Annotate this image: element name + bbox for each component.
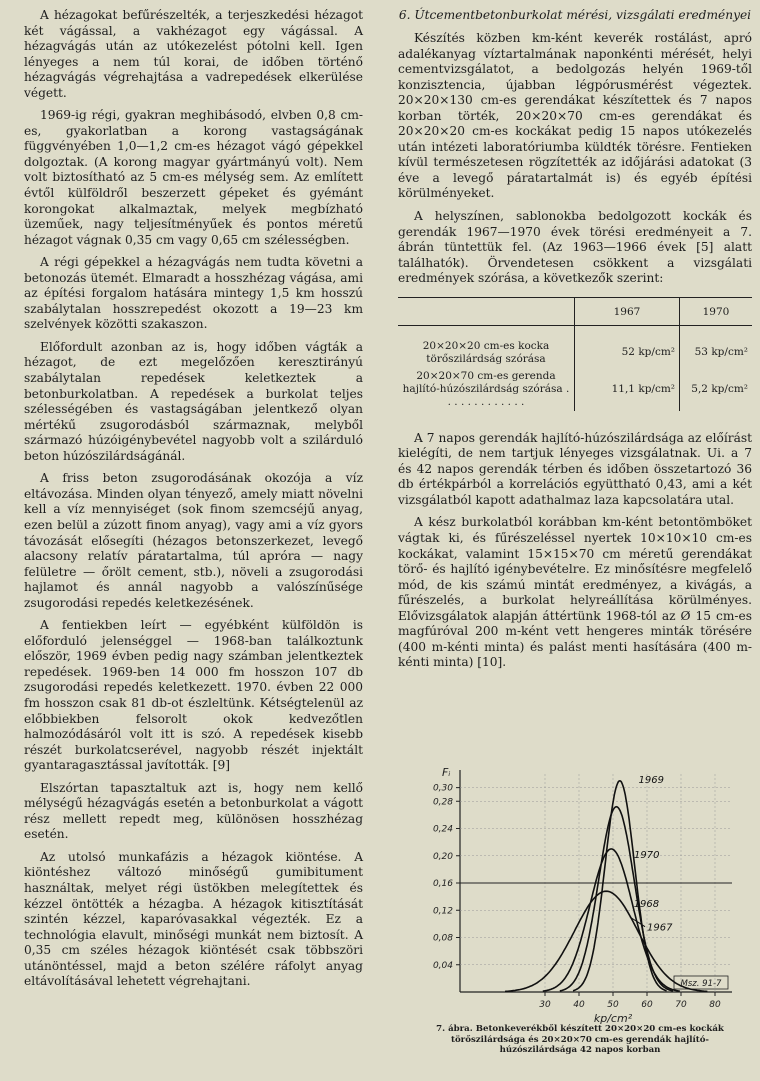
x-axis-label: kp/cm²	[593, 1012, 633, 1024]
y-tick-label: 0,24	[432, 824, 453, 835]
paragraph: 1969-ig régi, gyakran meghibásodó, elvben 0,8 cm-es, gyakorlatban a korong vastagságának függvényében 1,0—1,2 cm-es hézagot vágó gépekkel dolgoztak. (A korong magyar gyártmányú volt). Nem volt biztosítható az 5 cm-es mélység sem. Az említett évtől külföldről beszerzett gépeket és gyémánt korongokat alkalmaztak, melyek megbízható üzeműek, nagy teljesítményűek és pontos méretű hézagot vágnak 0,35 cm vagy 0,65 cm szélességben.	[24, 108, 363, 247]
paragraph: Készítés közben km-ként keverék rostálást, apró adalékanyag víztartalmának naponkénti mérését, helyi cementvizsgálatot, a bedolgozás helyén 1969-től konzisztencia, újabban légpórusmérést végeztek. 20×20×130 cm-es gerendákat készítettek és 7 napos korban törték, 20×20×70 cm-es gerendákat és 20×20×20 cm-es kockákat pedig 15 napos utókezelés után intézeti laboratóriumba küldték törésre. Fentieken kívül természetesen rögzítették az időjárási adatokat (3 éve a levegő páratartalmát is) és egyéb építési körülményeket.	[398, 31, 752, 201]
series-label-1969: 1969	[638, 774, 664, 786]
x-tick-label: 70	[675, 1000, 687, 1010]
x-tick-label: 30	[539, 1000, 551, 1010]
y-tick-label: 0,20	[432, 851, 453, 862]
x-tick-label: 60	[641, 1000, 653, 1010]
series-curve-1968	[543, 849, 680, 991]
x-tick-label: 40	[573, 1000, 585, 1010]
series-label-1967: 1967	[647, 922, 673, 934]
table-header: 1970	[680, 297, 753, 325]
paragraph: A fentiekben leírt — egyébként külföldön is előforduló jelenséggel — 1968-ban találkoztunk először, 1969 évben pedig nagy számban jelentkeztek repedések. 1969-ben 14 000 fm hosszon 107 db zsugorodási repedés keletkezett. 1970. évben 22 000 fm hosszon csak 81 db-ot észleltünk. Kétségtelenül az előbbiekben felsorolt okok kedvezőtlen halmozódásáról volt itt is szó. A repedések kisebb részét burkolatcserével, nagyobb részét injektált gyantaragasztással javították. [9]	[24, 618, 363, 773]
paragraph: A hézagokat befűrészelték, a terjeszkedési hézagot két vágással, a vakhézagot egy vágással. A hézagvágás után az utókezelést pótolni kell. Igen lényeges a nem túl korai, de időben történő hézagvágás végrehajtása a vadrepedések elkerülése végett.	[24, 8, 363, 100]
y-axis-label: Fᵢ	[442, 766, 451, 779]
y-tick-label: 0,16	[432, 879, 453, 889]
x-tick-label: 80	[709, 1000, 721, 1010]
paragraph: A friss beton zsugorodásának okozója a víz eltávozása. Minden olyan tényező, amely miatt növelni kell a víz mennyiséget (sok finom szemcséjű anyag, ezen belül a zúzott finom anyag), vagy ami a víz gyors távozását elősegíti (hézagos betonszerkezet, levegő alacsony relatív páratartalma, túl apróra — nagy felületre — őrölt cement, stb.), növeli a zsugorodási hajlamot és annál nagyobb a valószínűsége zsugorodási repedés keletkezésének.	[24, 471, 363, 610]
paragraph: A régi gépekkel a hézagvágás nem tudta követni a betonozás ütemét. Elmaradt a hosszhézag vágása, ami az építési forgalom hatására mintegy 1,5 km hosszú szabálytalan hosszrepedést okozott a 19—23 km szelvények közötti szakaszon.	[24, 255, 363, 332]
paragraph: Előfordult azonban az is, hogy időben vágták a hézagot, de ezt megelőzően keresztirányú szabálytalan repedések keletkeztek a betonburkolatban. A repedések a burkolat teljes szélességében és vastagságában jelentkező olyan mértékű zsugorodásból származnak, melyből származó húzóigénybevétel nagyobb volt a szilárduló beton húzószilárdságánál.	[24, 339, 363, 463]
right-column	[398, 8, 752, 678]
y-tick-label: 0,04	[432, 960, 453, 971]
paragraph: A helyszínen, sablonokba bedolgozott kockák és gerendák 1967—1970 évek törési eredményeit a 7. ábrán tüntettük fel. (Az 1963—1966 évek [5] alatt találhatók). Örvendetesen csökkent a vizsgálati eredmények szórása, a következők szerint:	[398, 209, 752, 286]
table-cell-label: 20×20×20 cm-es kocka törőszilárdság szórása	[398, 325, 575, 368]
paragraph: A kész burkolatból korábban km-ként betontömböket vágtak ki, és fűrészeléssel nyertek 10×10×10 cm-es kockákat, valamint 15×15×70 cm méretű gerendákat törő- és hajlító igénybevételre. Ez minősítésre megfelelő mód, de kis számú mintát eredményez, a kivágás, a fűrészelés, a burkolat helyreállítása körülményes. Elővizsgálatok alapján áttértünk 1968-tól az Ø 15 cm-es magfúróval 200 m-ként vett hengeres minták törésére (400 m-kénti minta) és palást menti hasítására (400 m-kénti minta) [10].	[398, 515, 752, 670]
table-row	[398, 325, 752, 368]
table-cell: 11,1 kp/cm²	[575, 368, 680, 411]
y-tick-label: 0,28	[432, 797, 453, 808]
table-header: 1967	[575, 297, 680, 325]
distribution-chart	[414, 762, 744, 1024]
table-cell-label: 20×20×70 cm-es gerenda hajlító-húzószilárdság szórása . . . . . . . . . . . . .	[398, 368, 575, 411]
y-tick-label: 0,30	[432, 783, 453, 794]
y-tick-label: 0,08	[432, 933, 453, 944]
left-column	[24, 8, 363, 997]
table-header-row	[398, 297, 752, 325]
series-label-1968: 1968	[633, 899, 660, 911]
stamp-label: Msz. 91-7	[680, 979, 722, 989]
table-cell: 53 kp/cm²	[694, 346, 748, 359]
y-tick-label: 0,12	[432, 906, 453, 917]
table-cell: 5,2 kp/cm²	[691, 382, 748, 395]
paragraph: Az utolsó munkafázis a hézagok kiöntése. A kiöntéshez változó minőségű gumibitument használtak, melyet régi üstökben melegítettek és kézzel öntötték a hézagba. A hézagok kitisztítását szintén kézzel, kaparóvasakkal végezték. Ez a technológia elavult, minőségi munkát nem biztosít. A 0,35 cm széles hézagok kiöntését csak többszöri utánöntéssel, majd a beton szélére ráfolyt anyag eltávolításával lehetett végrehajtani.	[24, 849, 363, 989]
table-header	[398, 297, 575, 325]
figure-caption: 7. ábra. Betonkeverékből készített 20×20×20 cm-es kockák törőszilárdsága és 20×20×70 cm-es gerendák hajlító-húzószilárdsága 42 napos korban	[436, 1024, 724, 1055]
paragraph: Elszórtan tapasztaltuk azt is, hogy nem kellő mélységű hézagvágás esetén a betonburkolat a vágott rész mellett repedt meg, különösen hosszhézag esetén.	[24, 780, 363, 842]
table-cell: 52 kp/cm²	[575, 325, 680, 368]
series-curve-1969	[573, 781, 667, 991]
paragraph: A 7 napos gerendák hajlító-húzószilárdsága az előírást kielégíti, de nem tartjuk lényeges vizsgálatnak. Ui. a 7 és 42 napos gerendák térben és időben összetartozó 36 db értékpárból a korrelációs együttható 0,43, ami a két vizsgálatból kapott adathalmaz laza kapcsolatára utal.	[398, 430, 752, 507]
table-row	[398, 368, 752, 411]
results-table	[398, 297, 752, 411]
series-label-1970: 1970	[634, 850, 660, 862]
section-title: 6. Útcementbetonburkolat mérési, vizsgálati eredményei	[398, 8, 752, 22]
x-tick-label: 50	[607, 1000, 619, 1010]
chart-svg	[414, 762, 744, 1024]
